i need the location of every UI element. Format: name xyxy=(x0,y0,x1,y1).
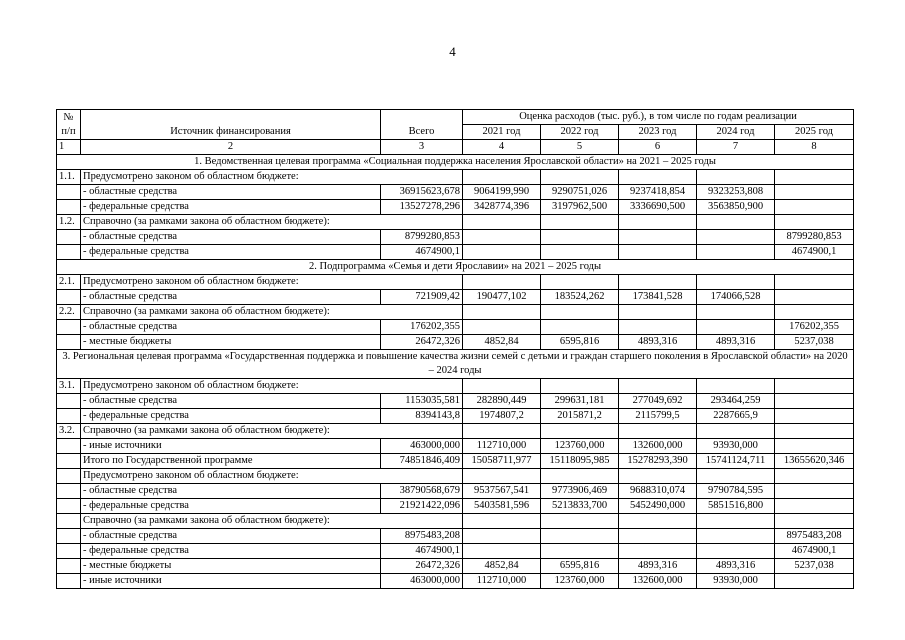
row-label: - областные средства xyxy=(81,230,381,245)
year-value: 5851516,800 xyxy=(697,499,775,514)
year-value xyxy=(697,245,775,260)
year-value: 3336690,500 xyxy=(619,200,697,215)
total-value: 21921422,096 xyxy=(381,499,463,514)
empty-cell xyxy=(541,469,619,484)
empty-cell xyxy=(775,469,854,484)
year-value xyxy=(541,230,619,245)
year-value: 9773906,469 xyxy=(541,484,619,499)
year-value: 123760,000 xyxy=(541,439,619,454)
row-number-empty xyxy=(57,409,81,424)
year-value: 190477,102 xyxy=(463,290,541,305)
row-number: 1.2. xyxy=(57,215,81,230)
row-number xyxy=(57,514,81,529)
empty-cell xyxy=(775,379,854,394)
data-row xyxy=(57,320,854,335)
year-value: 9290751,026 xyxy=(541,185,619,200)
year-value: 1974807,2 xyxy=(463,409,541,424)
section-row xyxy=(57,260,854,275)
section-title: 3. Региональная целевая программа «Государственная поддержка и повышение качества жизни семей с детьми и граждан старшего поколения в Ярославской области» на 2020 – 2024 годы xyxy=(57,350,854,379)
row-label: - областные средства xyxy=(81,484,381,499)
year-value: 4852,84 xyxy=(463,559,541,574)
row-number-empty xyxy=(57,499,81,514)
row-number-empty xyxy=(57,320,81,335)
empty-cell xyxy=(541,275,619,290)
year-value: 4893,316 xyxy=(697,335,775,350)
year-value xyxy=(775,574,854,589)
year-value xyxy=(619,529,697,544)
row-label: - областные средства xyxy=(81,290,381,305)
total-value: 721909,42 xyxy=(381,290,463,305)
data-row xyxy=(57,230,854,245)
year-value xyxy=(541,320,619,335)
row-number-empty xyxy=(57,290,81,305)
row-label: - федеральные средства xyxy=(81,200,381,215)
empty-cell xyxy=(619,275,697,290)
row-number-empty xyxy=(57,245,81,260)
year-value: 9064199,990 xyxy=(463,185,541,200)
year-value xyxy=(697,230,775,245)
year-value: 8799280,853 xyxy=(775,230,854,245)
year-value xyxy=(619,245,697,260)
year-value: 5403581,596 xyxy=(463,499,541,514)
total-value: 38790568,679 xyxy=(381,484,463,499)
total-value: 4674900,1 xyxy=(381,544,463,559)
header-source: Источник финансирования xyxy=(81,110,381,140)
row-number: 1.1. xyxy=(57,170,81,185)
total-value: 463000,000 xyxy=(381,574,463,589)
header-number-line2: п/п xyxy=(61,126,76,137)
year-value: 9790784,595 xyxy=(697,484,775,499)
year-value xyxy=(775,499,854,514)
empty-cell xyxy=(541,170,619,185)
year-value xyxy=(697,544,775,559)
row-number-empty xyxy=(57,529,81,544)
year-value: 2015871,2 xyxy=(541,409,619,424)
year-value: 9323253,808 xyxy=(697,185,775,200)
row-number-empty xyxy=(57,454,81,469)
empty-cell xyxy=(619,170,697,185)
group-row xyxy=(57,215,854,230)
year-value: 176202,355 xyxy=(775,320,854,335)
empty-cell xyxy=(775,275,854,290)
year-value xyxy=(775,484,854,499)
group-label: Справочно (за рамками закона об областном бюджете): xyxy=(81,215,463,230)
row-number-empty xyxy=(57,200,81,215)
year-value xyxy=(775,185,854,200)
year-value: 4674900,1 xyxy=(775,544,854,559)
section-title: 1. Ведомственная целевая программа «Социальная поддержка населения Ярославской области» на 2021 – 2025 годы xyxy=(57,155,854,170)
data-row xyxy=(57,499,854,514)
col-number: 6 xyxy=(619,140,697,155)
group-label: Предусмотрено законом об областном бюджете: xyxy=(81,275,463,290)
data-row xyxy=(57,245,854,260)
row-number: 3.2. xyxy=(57,424,81,439)
empty-cell xyxy=(697,275,775,290)
row-label: - областные средства xyxy=(81,185,381,200)
year-value: 293464,259 xyxy=(697,394,775,409)
year-value: 4893,316 xyxy=(697,559,775,574)
year-value xyxy=(463,320,541,335)
data-row xyxy=(57,574,854,589)
year-value xyxy=(775,200,854,215)
year-value: 15278293,390 xyxy=(619,454,697,469)
row-number-empty xyxy=(57,484,81,499)
total-value: 1153035,581 xyxy=(381,394,463,409)
year-value: 6595,816 xyxy=(541,559,619,574)
empty-cell xyxy=(775,215,854,230)
data-row xyxy=(57,409,854,424)
group-label: Предусмотрено законом об областном бюджете: xyxy=(81,170,463,185)
year-value: 15741124,711 xyxy=(697,454,775,469)
empty-cell xyxy=(541,514,619,529)
col-number: 3 xyxy=(381,140,463,155)
header-number-line1: № xyxy=(63,112,74,123)
header-year: 2023 год xyxy=(619,125,697,140)
group-label: Справочно (за рамками закона об областном бюджете): xyxy=(81,514,463,529)
year-value: 4893,316 xyxy=(619,335,697,350)
section-title: 2. Подпрограмма «Семья и дети Ярославии» на 2021 – 2025 годы xyxy=(57,260,854,275)
empty-cell xyxy=(775,514,854,529)
group-row xyxy=(57,305,854,320)
year-value: 9688310,074 xyxy=(619,484,697,499)
row-label: - федеральные средства xyxy=(81,409,381,424)
row-number-empty xyxy=(57,394,81,409)
empty-cell xyxy=(619,424,697,439)
year-value: 93930,000 xyxy=(697,574,775,589)
total-value: 74851846,409 xyxy=(381,454,463,469)
year-value: 5237,038 xyxy=(775,335,854,350)
year-value: 112710,000 xyxy=(463,574,541,589)
table-body xyxy=(57,155,854,589)
data-row xyxy=(57,290,854,305)
empty-cell xyxy=(541,305,619,320)
total-value: 26472,326 xyxy=(381,335,463,350)
group-label: Справочно (за рамками закона об областном бюджете): xyxy=(81,305,463,320)
year-value xyxy=(775,394,854,409)
empty-cell xyxy=(619,514,697,529)
empty-cell xyxy=(463,469,541,484)
group-label: Предусмотрено законом об областном бюджете: xyxy=(81,469,463,484)
year-value: 3428774,396 xyxy=(463,200,541,215)
row-label: Итого по Государственной программе xyxy=(81,454,381,469)
empty-cell xyxy=(619,469,697,484)
year-value: 3563850,900 xyxy=(697,200,775,215)
group-label: Справочно (за рамками закона об областном бюджете): xyxy=(81,424,463,439)
empty-cell xyxy=(697,514,775,529)
year-value xyxy=(541,544,619,559)
section-row xyxy=(57,155,854,170)
row-number-empty xyxy=(57,559,81,574)
year-value: 6595,816 xyxy=(541,335,619,350)
group-row xyxy=(57,275,854,290)
year-value: 5213833,700 xyxy=(541,499,619,514)
year-value xyxy=(775,409,854,424)
group-row xyxy=(57,379,854,394)
row-number: 2.1. xyxy=(57,275,81,290)
data-row xyxy=(57,200,854,215)
row-number: 2.2. xyxy=(57,305,81,320)
row-number-empty xyxy=(57,335,81,350)
year-value xyxy=(775,290,854,305)
year-value xyxy=(697,320,775,335)
row-label: - иные источники xyxy=(81,574,381,589)
financing-table xyxy=(56,109,854,589)
data-row xyxy=(57,484,854,499)
year-value: 9237418,854 xyxy=(619,185,697,200)
year-value xyxy=(541,529,619,544)
empty-cell xyxy=(775,170,854,185)
row-number xyxy=(57,469,81,484)
row-label: - федеральные средства xyxy=(81,499,381,514)
row-number-empty xyxy=(57,185,81,200)
col-number: 1 xyxy=(57,140,81,155)
row-label: - местные бюджеты xyxy=(81,559,381,574)
year-value: 112710,000 xyxy=(463,439,541,454)
year-value: 15058711,977 xyxy=(463,454,541,469)
year-value: 173841,528 xyxy=(619,290,697,305)
row-label: - областные средства xyxy=(81,529,381,544)
header-total: Всего xyxy=(381,110,463,140)
year-value: 3197962,500 xyxy=(541,200,619,215)
total-value: 8975483,208 xyxy=(381,529,463,544)
year-value: 123760,000 xyxy=(541,574,619,589)
year-value xyxy=(619,230,697,245)
data-row xyxy=(57,454,854,469)
data-row xyxy=(57,394,854,409)
empty-cell xyxy=(463,379,541,394)
year-value: 2115799,5 xyxy=(619,409,697,424)
empty-cell xyxy=(463,170,541,185)
row-number-empty xyxy=(57,574,81,589)
year-value: 132600,000 xyxy=(619,574,697,589)
empty-cell xyxy=(619,379,697,394)
row-label: - областные средства xyxy=(81,320,381,335)
year-value xyxy=(541,245,619,260)
total-value: 13527278,296 xyxy=(381,200,463,215)
group-row xyxy=(57,514,854,529)
year-value: 299631,181 xyxy=(541,394,619,409)
year-value xyxy=(619,320,697,335)
header-year: 2024 год xyxy=(697,125,775,140)
group-row xyxy=(57,170,854,185)
row-label: - федеральные средства xyxy=(81,245,381,260)
year-value: 183524,262 xyxy=(541,290,619,305)
year-value: 8975483,208 xyxy=(775,529,854,544)
total-value: 176202,355 xyxy=(381,320,463,335)
year-value: 15118095,985 xyxy=(541,454,619,469)
year-value: 4893,316 xyxy=(619,559,697,574)
group-label: Предусмотрено законом об областном бюджете: xyxy=(81,379,463,394)
year-value: 277049,692 xyxy=(619,394,697,409)
year-value: 13655620,346 xyxy=(775,454,854,469)
year-value xyxy=(463,529,541,544)
year-value: 4674900,1 xyxy=(775,245,854,260)
group-row xyxy=(57,469,854,484)
empty-cell xyxy=(697,170,775,185)
year-value xyxy=(775,439,854,454)
year-value xyxy=(697,529,775,544)
empty-cell xyxy=(463,514,541,529)
col-number: 2 xyxy=(81,140,381,155)
empty-cell xyxy=(697,469,775,484)
col-number: 4 xyxy=(463,140,541,155)
header-year: 2021 год xyxy=(463,125,541,140)
total-value: 4674900,1 xyxy=(381,245,463,260)
year-value xyxy=(463,245,541,260)
year-value: 4852,84 xyxy=(463,335,541,350)
year-value: 174066,528 xyxy=(697,290,775,305)
header-year: 2022 год xyxy=(541,125,619,140)
empty-cell xyxy=(541,424,619,439)
header-year: 2025 год xyxy=(775,125,854,140)
year-value: 2287665,9 xyxy=(697,409,775,424)
empty-cell xyxy=(463,215,541,230)
year-value: 9537567,541 xyxy=(463,484,541,499)
col-number: 5 xyxy=(541,140,619,155)
total-value: 463000,000 xyxy=(381,439,463,454)
empty-cell xyxy=(775,424,854,439)
empty-cell xyxy=(463,424,541,439)
empty-cell xyxy=(463,305,541,320)
empty-cell xyxy=(619,215,697,230)
year-value: 5452490,000 xyxy=(619,499,697,514)
year-value: 5237,038 xyxy=(775,559,854,574)
empty-cell xyxy=(697,379,775,394)
group-row xyxy=(57,424,854,439)
row-number-empty xyxy=(57,439,81,454)
total-value: 8799280,853 xyxy=(381,230,463,245)
empty-cell xyxy=(697,215,775,230)
row-label: - иные источники xyxy=(81,439,381,454)
col-number: 8 xyxy=(775,140,854,155)
empty-cell xyxy=(541,215,619,230)
data-row xyxy=(57,185,854,200)
col-number: 7 xyxy=(697,140,775,155)
section-row xyxy=(57,350,854,379)
empty-cell xyxy=(541,379,619,394)
header-number-cell xyxy=(57,110,81,140)
data-row xyxy=(57,559,854,574)
header-row-col-numbers xyxy=(57,140,854,155)
row-number: 3.1. xyxy=(57,379,81,394)
row-number-empty xyxy=(57,544,81,559)
data-row xyxy=(57,335,854,350)
empty-cell xyxy=(697,305,775,320)
year-value: 132600,000 xyxy=(619,439,697,454)
row-label: - федеральные средства xyxy=(81,544,381,559)
row-label: - местные бюджеты xyxy=(81,335,381,350)
year-value: 93930,000 xyxy=(697,439,775,454)
empty-cell xyxy=(619,305,697,320)
data-row xyxy=(57,439,854,454)
page-number: 4 xyxy=(449,44,456,59)
header-row-1 xyxy=(57,110,854,125)
data-row xyxy=(57,529,854,544)
data-row xyxy=(57,544,854,559)
header-estimate: Оценка расходов (тыс. руб.), в том числе по годам реализации xyxy=(463,110,854,125)
total-value: 8394143,8 xyxy=(381,409,463,424)
empty-cell xyxy=(775,305,854,320)
row-label: - областные средства xyxy=(81,394,381,409)
empty-cell xyxy=(697,424,775,439)
year-value xyxy=(619,544,697,559)
total-value: 26472,326 xyxy=(381,559,463,574)
year-value xyxy=(463,230,541,245)
total-value: 36915623,678 xyxy=(381,185,463,200)
row-number-empty xyxy=(57,230,81,245)
year-value xyxy=(463,544,541,559)
empty-cell xyxy=(463,275,541,290)
year-value: 282890,449 xyxy=(463,394,541,409)
